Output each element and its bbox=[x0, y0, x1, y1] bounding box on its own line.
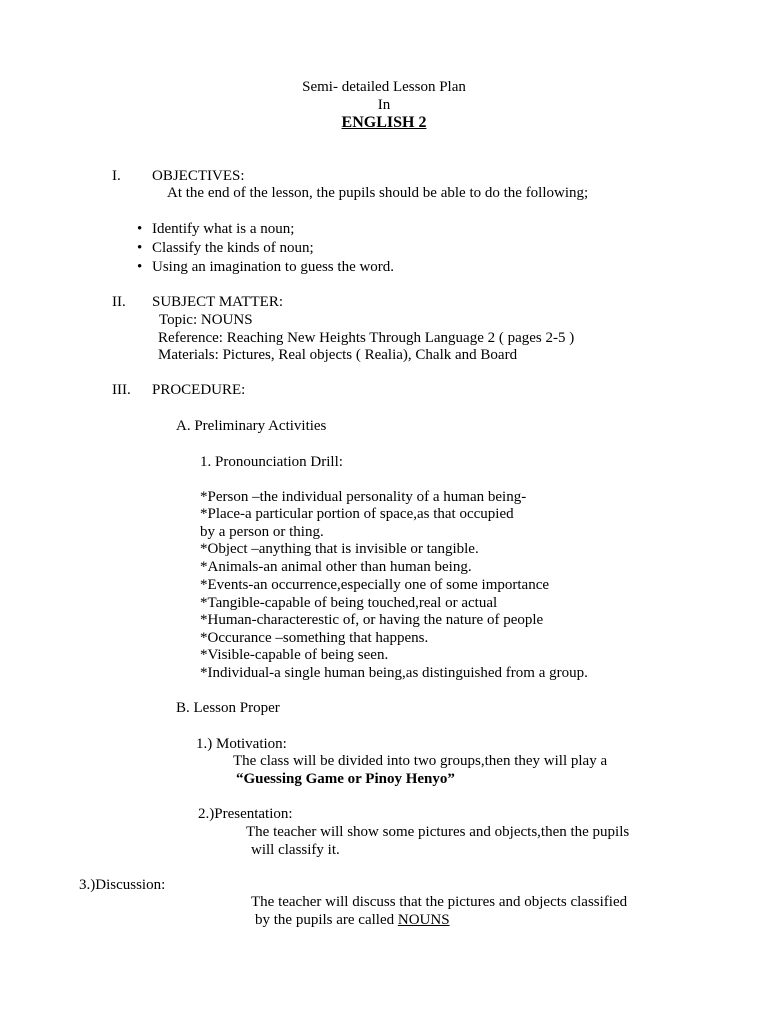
presentation-line-2: will classify it. bbox=[251, 842, 340, 858]
motivation-heading: 1.) Motivation: bbox=[196, 736, 287, 752]
drill-line: *Visible-capable of being seen. bbox=[200, 647, 389, 663]
drill-line: by a person or thing. bbox=[200, 524, 324, 540]
objectives-intro: At the end of the lesson, the pupils should be able to do the following; bbox=[167, 185, 589, 201]
objective-item-text: Classify the kinds of noun; bbox=[152, 240, 314, 256]
header-title: ENGLISH 2 bbox=[341, 114, 427, 131]
bullet-icon: • bbox=[137, 221, 143, 237]
motivation-game: “Guessing Game or Pinoy Henyo” bbox=[236, 771, 455, 787]
objective-item bbox=[137, 240, 314, 258]
discussion-line-2 bbox=[255, 912, 450, 930]
discussion-heading: 3.)Discussion: bbox=[79, 877, 166, 893]
discussion-line-1: The teacher will discuss that the pictures and objects classified bbox=[251, 894, 628, 910]
motivation-text: The class will be divided into two groups,then they will play a bbox=[233, 753, 608, 769]
objectives-heading: OBJECTIVES: bbox=[152, 168, 245, 184]
presentation-heading: 2.)Presentation: bbox=[198, 806, 293, 822]
drill-line: *Human-characterestic of, or having the nature of people bbox=[200, 612, 544, 628]
objective-item bbox=[137, 221, 294, 239]
drill-line: *Animals-an animal other than human being. bbox=[200, 559, 472, 575]
subject-matter-heading-row bbox=[112, 294, 283, 312]
subject-materials: Materials: Pictures, Real objects ( Realia), Chalk and Board bbox=[158, 347, 518, 363]
procedure-heading: PROCEDURE: bbox=[152, 382, 246, 398]
presentation-line-1: The teacher will show some pictures and objects,then the pupils bbox=[246, 824, 630, 840]
lesson-proper-heading: B. Lesson Proper bbox=[176, 700, 280, 716]
pronunciation-drill-heading: 1. Pronounciation Drill: bbox=[200, 454, 343, 470]
subject-matter-heading: SUBJECT MATTER: bbox=[152, 294, 283, 310]
header-line-2: In bbox=[377, 97, 391, 113]
objectives-heading-row bbox=[112, 168, 245, 186]
discussion-line-2-prefix: by the pupils are called bbox=[255, 912, 398, 928]
header-line-1: Semi- detailed Lesson Plan bbox=[302, 79, 466, 95]
drill-line: *Individual-a single human being,as distinguished from a group. bbox=[200, 665, 588, 681]
drill-line: *Tangible-capable of being touched,real or actual bbox=[200, 595, 498, 611]
drill-line: *Place-a particular portion of space,as that occupied bbox=[200, 506, 514, 522]
procedure-heading-row bbox=[112, 382, 245, 400]
subject-reference: Reference: Reaching New Heights Through Language 2 ( pages 2-5 ) bbox=[158, 330, 575, 346]
objective-item-text: Using an imagination to guess the word. bbox=[152, 259, 395, 275]
nouns-term: NOUNS bbox=[397, 912, 450, 928]
objectives-numeral: I. bbox=[112, 168, 121, 184]
objective-item bbox=[137, 259, 394, 277]
drill-line: *Occurance –something that happens. bbox=[200, 630, 429, 646]
preliminary-activities-heading: A. Preliminary Activities bbox=[176, 418, 327, 434]
drill-line: *Events-an occurrence,especially one of some importance bbox=[200, 577, 550, 593]
drill-line: *Object –anything that is invisible or tangible. bbox=[200, 541, 479, 557]
procedure-numeral: III. bbox=[112, 382, 131, 398]
objective-item-text: Identify what is a noun; bbox=[152, 221, 295, 237]
bullet-icon: • bbox=[137, 259, 143, 275]
bullet-icon: • bbox=[137, 240, 143, 256]
subject-topic: Topic: NOUNS bbox=[159, 312, 253, 328]
subject-matter-numeral: II. bbox=[112, 294, 126, 310]
drill-line: *Person –the individual personality of a human being- bbox=[200, 489, 527, 505]
